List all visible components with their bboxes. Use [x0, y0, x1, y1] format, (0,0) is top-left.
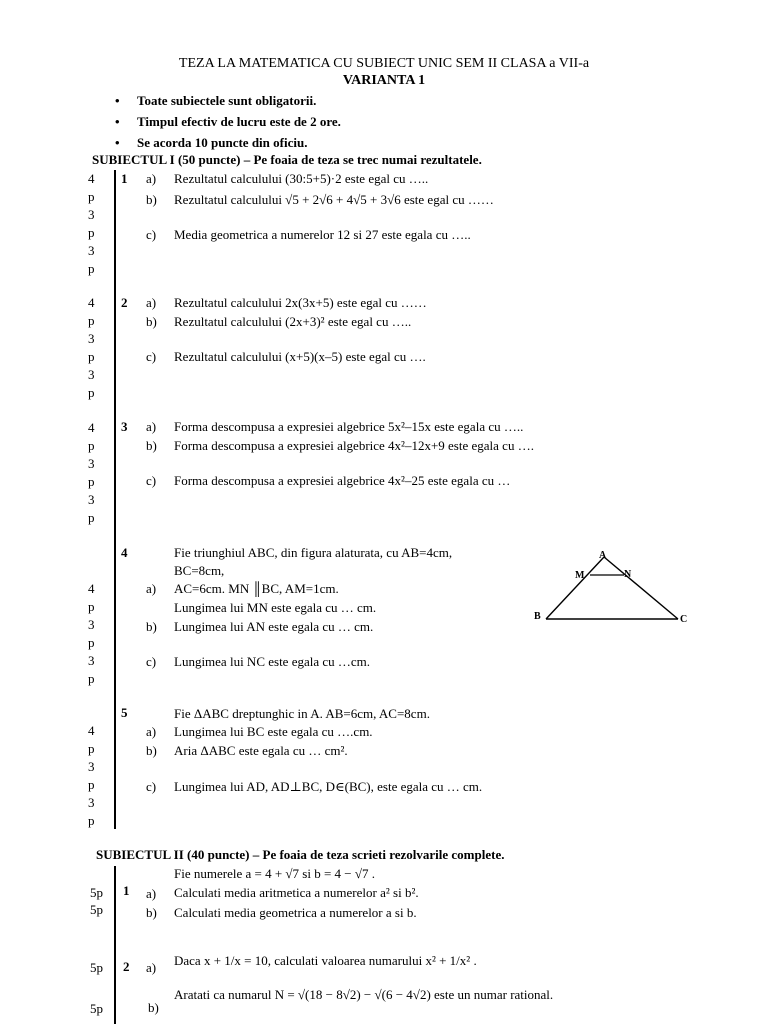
item-label: b)	[146, 314, 157, 329]
item-label: a)	[146, 960, 157, 975]
points-value: 3p	[88, 367, 95, 400]
item-text: Rezultatul calculului (30:5+5)·2 este egal cu …..	[174, 171, 429, 186]
item-label: a)	[146, 171, 157, 186]
vertex-label: N	[624, 569, 632, 580]
problem-intro: Fie ΔABC dreptunghic in A. AB=6cm, AC=8cm.	[174, 706, 430, 721]
item-label: a)	[146, 886, 157, 901]
points-value: 3p	[88, 207, 95, 240]
item-text: Aratati ca numarul N = √(18 − 8√2) − √(6 − 4√2) este un numar rational.	[174, 987, 554, 1002]
item-text: AC=6cm. MN ║BC, AM=1cm.	[174, 581, 339, 596]
vertex-label: A	[599, 550, 607, 561]
points-value: 3p	[88, 456, 95, 489]
problem-number: 2	[123, 959, 130, 974]
problem-intro: Fie numerele a = 4 + √7 si b = 4 − √7 .	[174, 866, 376, 881]
problem-number: 2	[121, 295, 128, 310]
points-column	[88, 242, 98, 278]
vertex-label: C	[680, 614, 688, 625]
subject-1-heading: SUBIECTUL I (50 puncte) – Pe foaia de teza se trec numai rezultatele.	[92, 152, 482, 167]
item-label: b)	[148, 1000, 159, 1015]
problem-number: 5	[121, 705, 128, 720]
problem-intro: BC=8cm,	[174, 563, 225, 578]
item-label: a)	[146, 419, 157, 434]
subject-1-margin-line	[114, 170, 116, 829]
points-column	[88, 580, 98, 616]
points-column	[88, 366, 98, 402]
points-column	[88, 722, 98, 758]
item-text: Calculati media aritmetica a numerelor a² si b².	[174, 885, 419, 900]
item-text: Daca x + 1/x = 10, calculati valoarea numarului x² + 1/x² .	[174, 953, 477, 968]
subject-2-margin-line	[114, 866, 116, 1024]
points-column	[88, 491, 98, 527]
item-label: b)	[146, 192, 157, 207]
item-text: Lungimea lui AD, AD⊥BC, D∈(BC), este egala cu … cm.	[174, 779, 483, 794]
item-label: a)	[146, 295, 157, 310]
item-label: c)	[146, 473, 157, 488]
points-value: 3p	[88, 653, 95, 686]
points-value: 4p	[88, 581, 95, 614]
item-text: Forma descompusa a expresiei algebrice 4x²–12x+9 este egala cu ….	[174, 438, 534, 453]
item-text: Rezultatul calculului 2x(3x+5) este egal cu ……	[174, 295, 427, 310]
points-column	[88, 652, 98, 688]
points-column	[88, 794, 98, 830]
problem-number: 1	[123, 883, 130, 898]
points-value: 3p	[88, 617, 95, 650]
points-value: 4p	[88, 295, 95, 328]
points-value: 4p	[88, 420, 95, 453]
item-text: Lungimea lui AN este egala cu … cm.	[174, 619, 374, 634]
document-title: TEZA LA MATEMATICA CU SUBIECT UNIC SEM II CLASA a VII-a	[178, 56, 590, 71]
item-text: Rezultatul calculului √5 + 2√6 + 4√5 + 3√6 este egal cu ……	[174, 192, 494, 207]
item-label: b)	[146, 905, 157, 920]
points-value: 3p	[88, 759, 95, 792]
points-column	[88, 294, 98, 330]
item-label: c)	[146, 654, 157, 669]
item-text: Lungimea lui MN este egala cu … cm.	[174, 600, 377, 615]
problem-number: 4	[121, 545, 128, 560]
triangle-figure	[528, 548, 696, 628]
item-text: Forma descompusa a expresiei algebrice 5x²–15x este egala cu …..	[174, 419, 524, 434]
variant-label: VARIANTA 1	[342, 73, 426, 88]
rule-item: • Timpul efectiv de lucru este de 2 ore.	[112, 113, 341, 134]
points-value: 3p	[88, 331, 95, 364]
item-label: c)	[146, 227, 157, 242]
points-column	[88, 758, 98, 794]
points-value: 5p	[90, 960, 103, 975]
item-label: b)	[146, 619, 157, 634]
item-text: Forma descompusa a expresiei algebrice 4x²–25 este egala cu …	[174, 473, 511, 488]
item-text: Rezultatul calculului (2x+3)² este egal cu …..	[174, 314, 412, 329]
vertex-label: B	[534, 611, 541, 622]
subject-2-heading: SUBIECTUL II (40 puncte) – Pe foaia de teza scrieti rezolvarile complete.	[96, 847, 505, 862]
item-text: Lungimea lui BC este egala cu ….cm.	[174, 724, 373, 739]
item-text: Aria ΔABC este egala cu … cm².	[174, 743, 348, 758]
points-value: 3p	[88, 795, 95, 828]
points-column	[88, 616, 98, 652]
points-column	[88, 206, 98, 242]
rule-item: • Toate subiectele sunt obligatorii.	[112, 92, 341, 113]
points-value: 5p	[90, 1001, 103, 1016]
rule-item: • Se acorda 10 puncte din oficiu.	[112, 134, 341, 155]
points-value: 3p	[88, 243, 95, 276]
points-column	[88, 419, 98, 455]
problem-intro: Fie triunghiul ABC, din figura alaturata, cu AB=4cm,	[174, 545, 453, 560]
problem-number: 3	[121, 419, 128, 434]
points-value: 4p	[88, 723, 95, 756]
problem-number: 1	[121, 171, 128, 186]
item-label: c)	[146, 779, 157, 794]
vertex-label: M	[575, 570, 585, 581]
item-text: Lungimea lui NC este egala cu …cm.	[174, 654, 371, 669]
item-label: a)	[146, 581, 157, 596]
points-value: 5p	[90, 902, 103, 917]
item-text: Calculati media geometrica a numerelor a si b.	[174, 905, 417, 920]
item-label: b)	[146, 743, 157, 758]
item-label: b)	[146, 438, 157, 453]
points-value: 5p	[90, 885, 103, 900]
points-value: 3p	[88, 492, 95, 525]
rules-list	[112, 92, 341, 155]
points-column	[88, 170, 98, 206]
points-column	[88, 455, 98, 491]
points-value: 4p	[88, 171, 95, 204]
item-text: Media geometrica a numerelor 12 si 27 este egala cu …..	[174, 227, 471, 242]
points-column	[88, 330, 98, 366]
item-label: a)	[146, 724, 157, 739]
item-label: c)	[146, 349, 157, 364]
item-text: Rezultatul calculului (x+5)(x–5) este egal cu ….	[174, 349, 426, 364]
